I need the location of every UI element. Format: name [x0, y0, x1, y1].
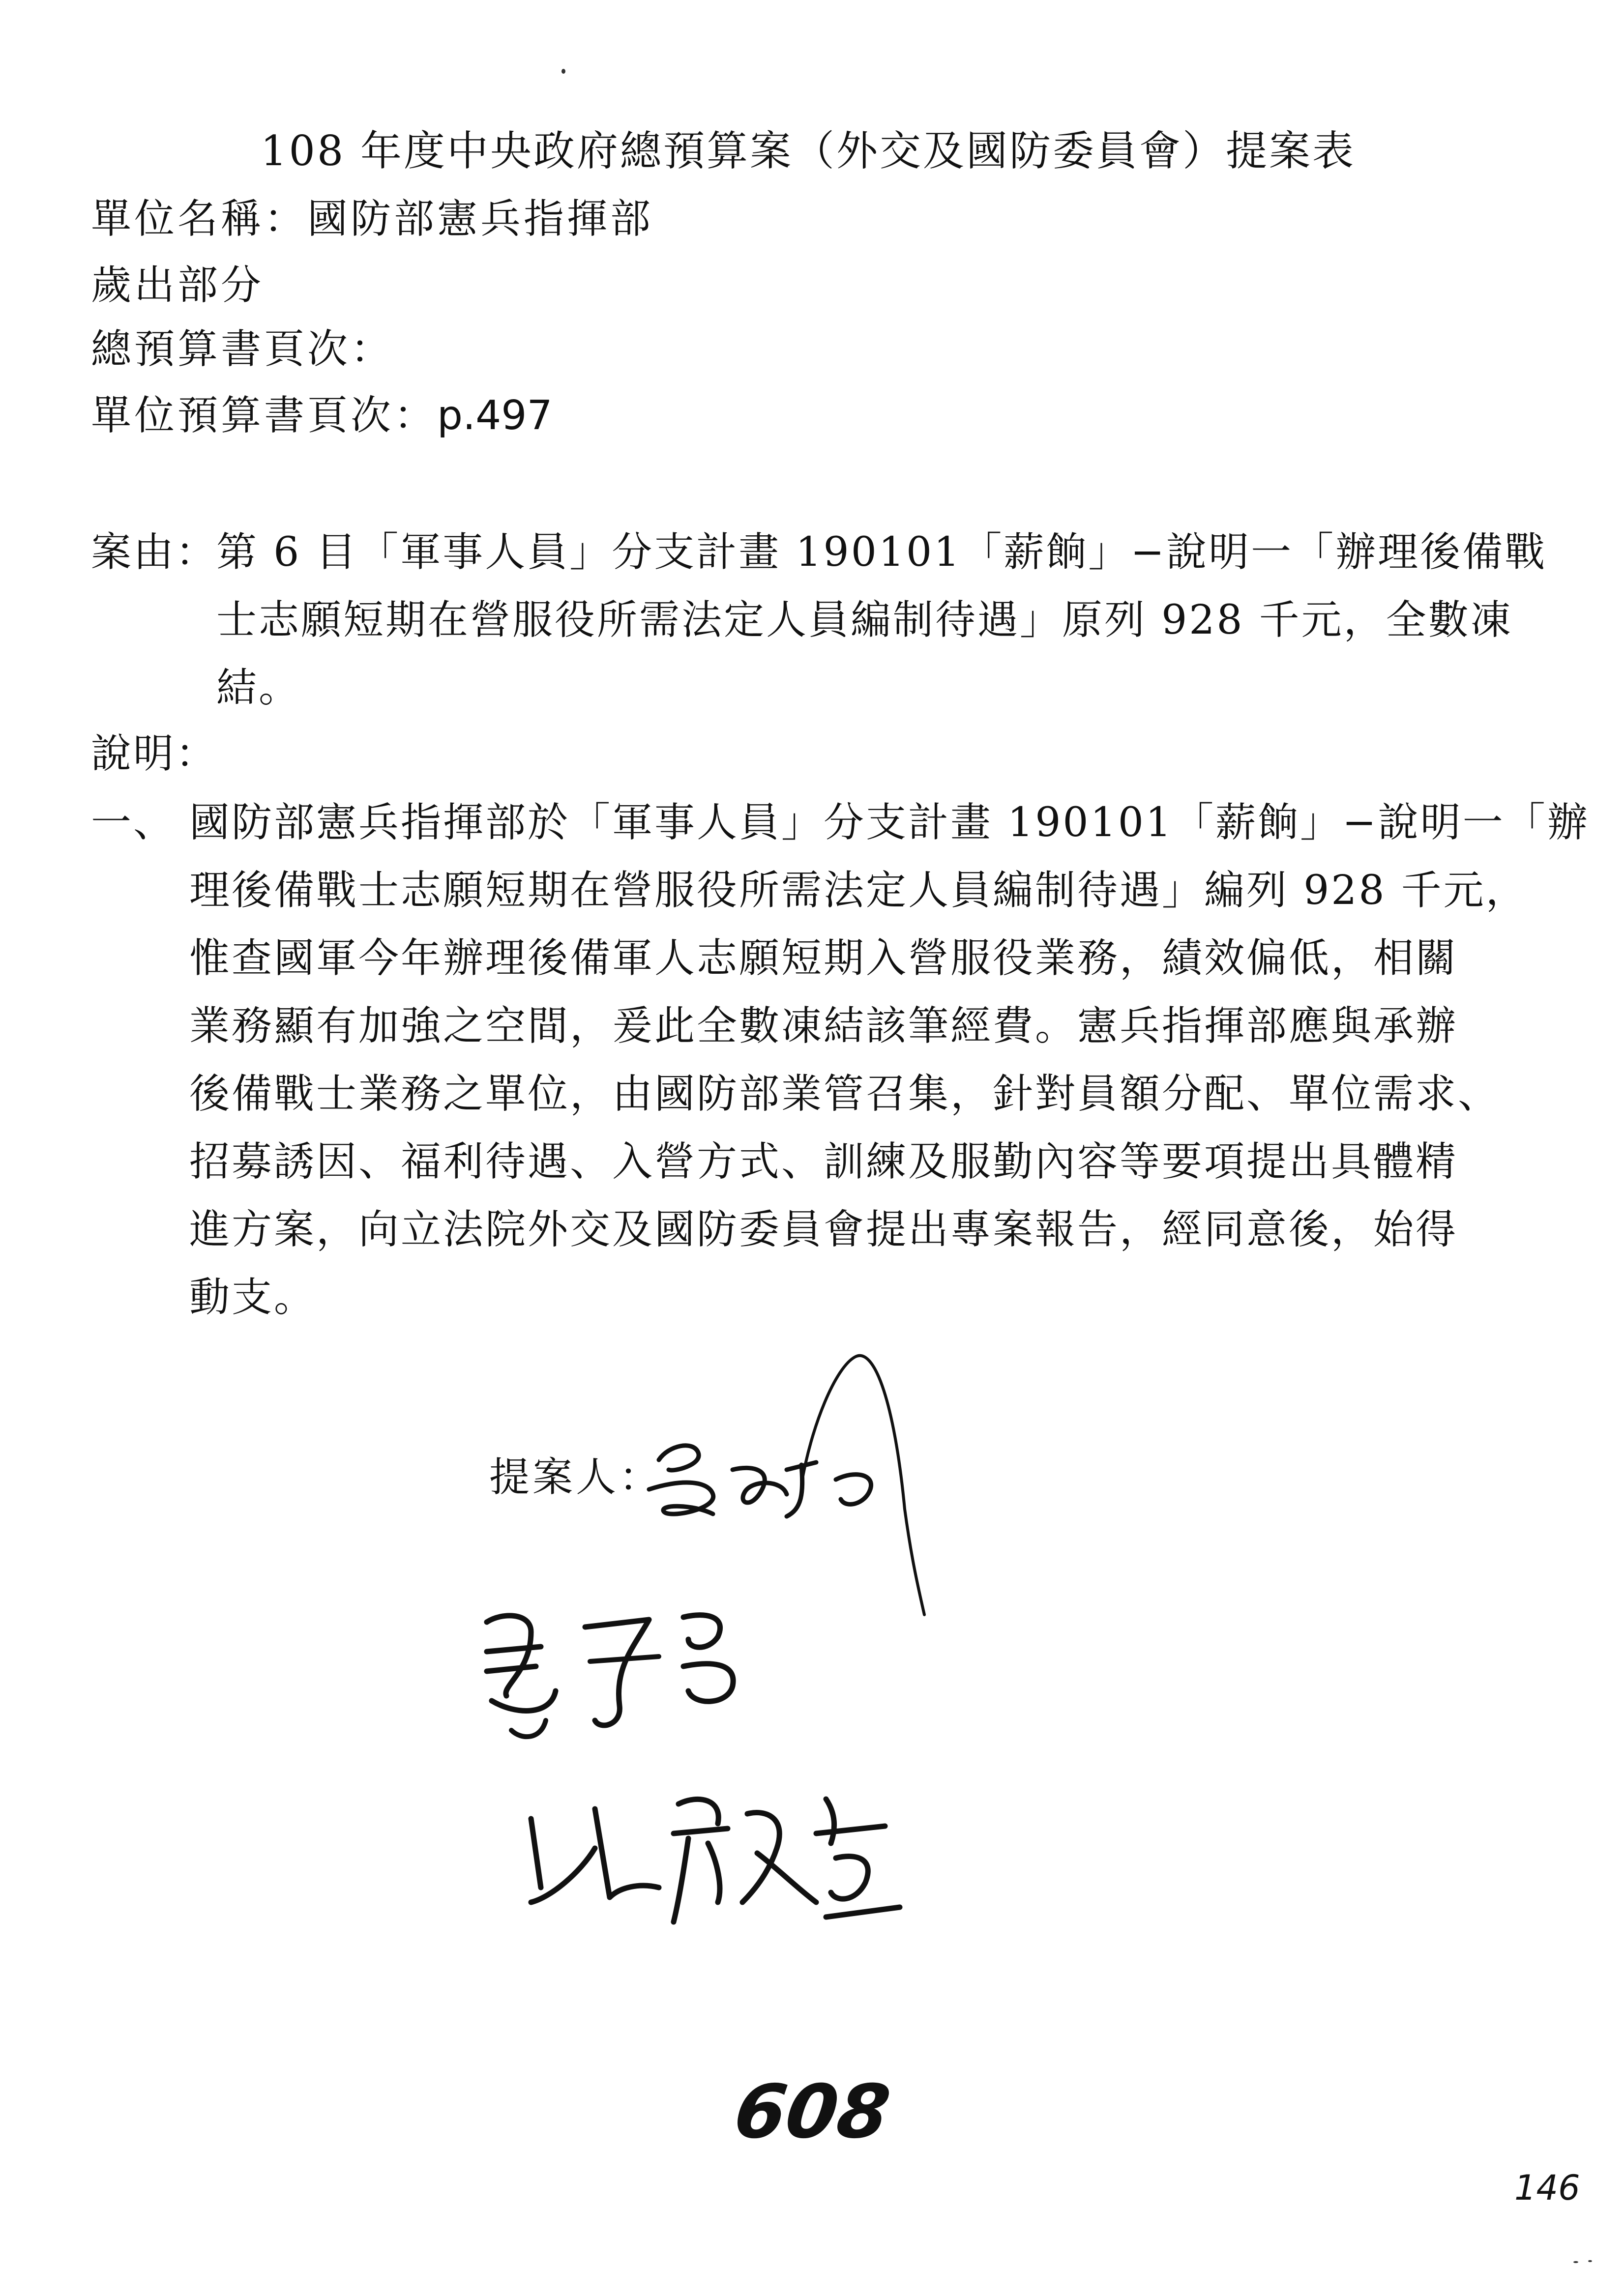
unit-name: 單位名稱：國防部憲兵指揮部	[91, 196, 654, 242]
unit-budget-page	[91, 392, 553, 439]
explanation-line: 招募誘因、福利待遇、入營方式、訓練及服勤內容等要項提出具體精	[189, 1138, 1458, 1185]
explanation-line: 後備戰士業務之單位，由國防部業管召集，針對員額分配、單位需求、	[189, 1071, 1501, 1117]
explanation-line: 惟查國軍今年辦理後備軍人志願短期入營服役業務，績效偏低，相關	[189, 935, 1458, 982]
signature-2	[472, 1593, 787, 1760]
scan-speck	[561, 69, 565, 74]
item-number: 一、	[91, 799, 176, 846]
explanation-line: 國防部憲兵指揮部於「軍事人員」分支計畫 190101「薪餉」−說明一「辦	[189, 799, 1590, 846]
case-label: 案由：	[91, 529, 218, 576]
scan-speck	[1588, 2260, 1592, 2262]
unit-budget-page-value: p.497	[437, 392, 553, 439]
stamp-number: 146	[1514, 2168, 1580, 2208]
case-line: 第 6 目「軍事人員」分支計畫 190101「薪餉」−說明一「辦理後備戰	[216, 529, 1547, 576]
total-budget-page: 總預算書頁次：	[91, 326, 394, 373]
proposer-label: 提案人：	[489, 1454, 663, 1501]
page-number: 608	[729, 2069, 895, 2155]
case-line: 結。	[216, 665, 301, 711]
signature-3	[511, 1774, 915, 1937]
scan-speck	[1573, 2261, 1578, 2263]
document-title: 108 年度中央政府總預算案（外交及國防委員會）提案表	[261, 127, 1356, 175]
budget-section: 歲出部分	[91, 262, 265, 309]
explanation-label: 說明：	[91, 730, 218, 777]
explanation-line: 進方案，向立法院外交及國防委員會提出專案報告，經同意後，始得	[189, 1206, 1458, 1253]
explanation-line: 動支。	[189, 1274, 317, 1321]
signature-1	[639, 1347, 993, 1622]
explanation-line: 理後備戰士志願短期在營服役所需法定人員編制待遇」編列 928 千元，	[189, 867, 1528, 914]
case-body	[216, 519, 1547, 722]
case-line: 士志願短期在營服役所需法定人員編制待遇」原列 928 千元，全數凍	[216, 597, 1513, 643]
explanation-line: 業務顯有加強之空間，爰此全數凍結該筆經費。憲兵指揮部應與承辦	[189, 1003, 1458, 1049]
explanation-body	[189, 789, 1590, 1332]
unit-budget-page-label: 單位預算書頁次：	[91, 392, 438, 439]
